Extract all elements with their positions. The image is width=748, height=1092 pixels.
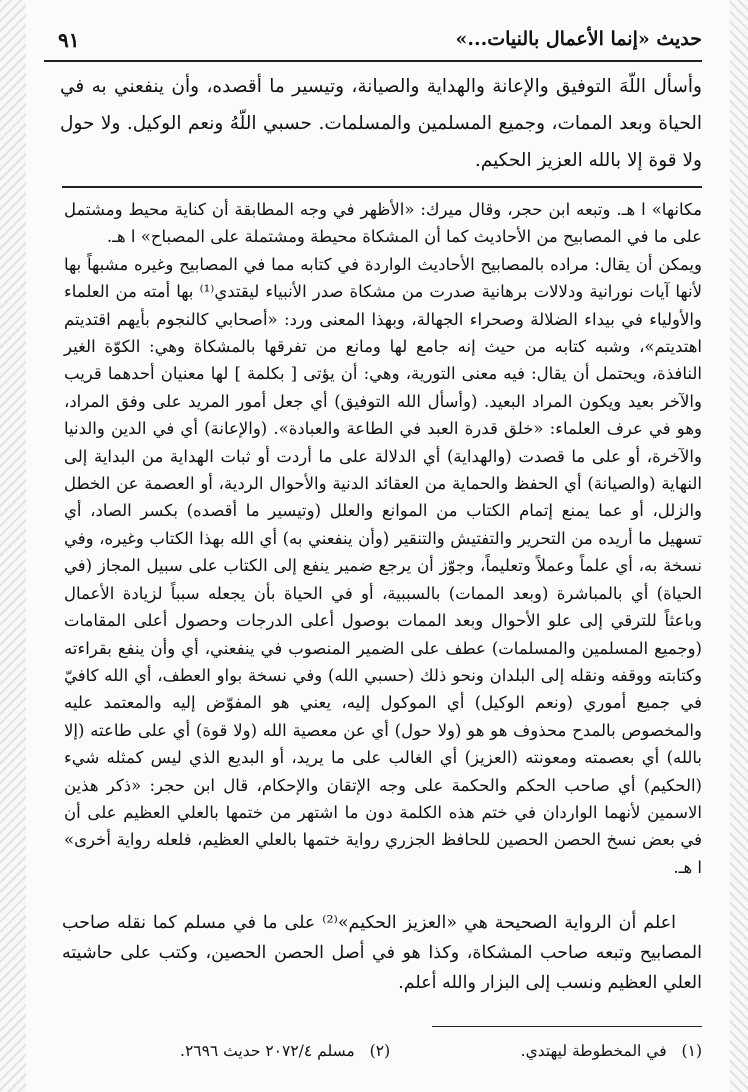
page-header xyxy=(44,20,702,62)
footnote-marker: (١) xyxy=(681,1042,702,1060)
main-paragraph: وأسأل اللّهَ التوفيق والإعانة والهداية والصيانة، وتيسير ما أقصده، وأن ينفعني به في الحياة وبعد الممات، وجميع المسلمين والمسلمات. حسبي اللّهُ ونعم الوكيل. ولا حول ولا قوة إلا بالله العزيز الحكيم. xyxy=(60,76,702,171)
commentary xyxy=(64,196,702,881)
footnote-text: مسلم ٢٠٧٢/٤ حديث ٢٦٩٦. xyxy=(180,1042,355,1060)
main-text xyxy=(60,68,702,179)
footnote-2 xyxy=(180,1040,390,1062)
footnote-text: في المخطوطة ليهتدي. xyxy=(520,1042,667,1060)
footnote-rule xyxy=(432,1026,702,1027)
footnote-marker: (٢) xyxy=(369,1042,391,1060)
footnote-1 xyxy=(521,1040,702,1062)
closing-note xyxy=(62,908,702,998)
commentary-paragraph-2: ويمكن أن يقال: مراده بالمصابيح الأحاديث الواردة في كتابه مما في المصابيح وغيره مشبهاً بها لأنها آيات نورانية ودلالات برهانية صدرت من مشكاة صدر الأنبياء ليقتدي⁽¹⁾ بها أمته من العلماء والأولياء في بيداء الضلالة وصحراء الجهالة، وبهذا المعنى ورد: «أصحابي كالنجوم بأيهم اقتديتم اهتديتم»، وشبه كتابه من حيث إنه جامع لها ومانع من تفرقها بالمشكاة وهي: الكوّة الغير النافذة، ويحتمل أن يقال: فيه معنى التورية، وهي: أن يؤتى [ بكلمة ] لها معنيان أحدهما قريب والآخر بعيد ويكون المراد البعيد. (وأسأل الله التوفيق) أي جعل أمور المريد على وفق المراد، وهو في عرف العلماء: «خلق قدرة العبد في الطاعة والعبادة». (والإعانة) أي في الدين والدنيا والآخرة، أو على ما قصدت (والهداية) أي الدلالة على ما أردت أو ثبات الهداية من البداية إلى النهاية (والصيانة) أي الحفظ والحماية من العقائد الدنية والأحوال الردية، أو العصمة عن الخطل والزلل، أو عما يمنع إتمام الكتاب من الموانع والعلل (وتيسير ما أقصده) بكسر الصاد، أي تسهيل ما أريده من التحرير والتفتيش والتنقير (وأن ينفعني به) أي الله بهذا الكتاب وغيره، وفي نسخة به، أي علماً وعملاً وتعليماً، وجوّز أن يرجع ضمير ينفع إلى الكتاب على سبيل المجاز (في الحياة) أي بالمباشرة (وبعد الممات) بالسببية، أو في الحياة بأن يجعله سبباً لزيادة الأعمال وباعثاً للترقي إلى علو الأحوال وبعد الممات بوصول أعلى الدرجات وحصول أعلى المقامات (وجميع المسلمين والمسلمات) عطف على الضمير المنصوب في ينفعني، أي وأن ينفع بقراءته وكتابته ووقفه ونقله إلى البلدان ونحو ذلك (حسبي الله) وفي نسخة بواو العطف، أي الله كافيّ في جميع أموري (ونعم الوكيل) أي الموكول إليه، يعني هو المفوّض إليه والمعتمد عليه والمخصوص بالمدح محذوف هو هو (ولا حول) أي عن معصية الله (ولا قوة) أي على طاعته (إلا بالله) أي بعصمته ومعونته (العزيز) أي الغالب على ما يريد، أو البديع الذي ليس كمثله شيء (الحكيم) أي صاحب الحكم والحكمة على وجه الإتقان والإحكام، قال ابن حجر: «ذكر هذين الاسمين لأنهما الواردان في ختم هذه الكلمة دون ما اشتهر من ختمها بالعلي العظيم على أن في بعض نسخ الحصن الحصين للحافظ الجزري رواية ختمها بالعلي العظيم، فلعله رواية أخرى» ا هـ. xyxy=(64,254,703,877)
page-number: ٩١ xyxy=(58,28,80,52)
page-edge-right xyxy=(730,0,748,1092)
closing-paragraph: اعلم أن الرواية الصحيحة هي «العزيز الحكيم»⁽²⁾ على ما في مسلم كما نقله صاحب المصابيح وتبعه صاحب المشكاة، وكذا هو في أصل الحصن الحصين، وكتب على حاشيته العلي العظيم ونسب إلى البزار والله أعلم. xyxy=(62,913,702,993)
section-divider xyxy=(62,186,702,188)
footnotes xyxy=(180,1040,702,1062)
running-title: حديث «إنما الأعمال بالنيات...» xyxy=(455,28,702,50)
commentary-paragraph-1: مكانها» ا هـ. وتبعه ابن حجر، وقال ميرك: «الأظهر في وجه المطابقة أن كناية محيط ومشتمل على ما في المصابيح من الأحاديث كما أن المشكاة محيطة ومشتملة على المصباح» ا هـ. xyxy=(64,200,702,247)
page-edge-left xyxy=(0,0,26,1092)
